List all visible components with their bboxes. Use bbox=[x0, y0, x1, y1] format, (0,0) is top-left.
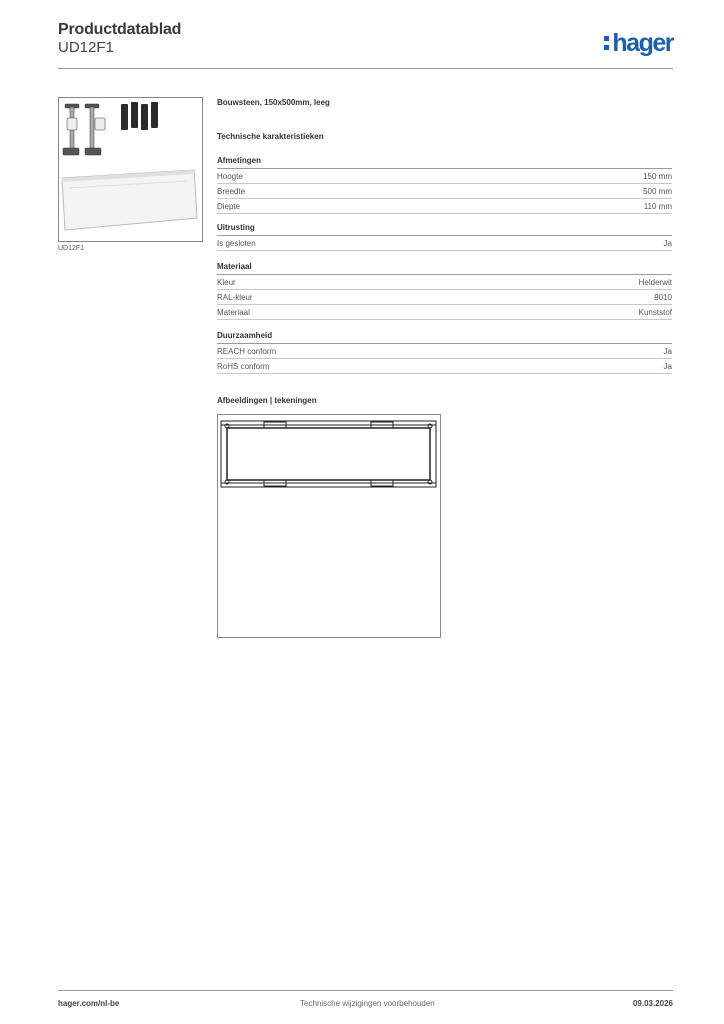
table-row bbox=[217, 290, 672, 305]
row-value: 500 mm bbox=[643, 186, 672, 196]
row-label: Is gesloten bbox=[217, 238, 256, 248]
footer-disclaimer: Technische wijzigingen voorbehouden bbox=[300, 999, 435, 1008]
header-divider bbox=[58, 68, 673, 69]
table-row bbox=[217, 305, 672, 320]
table-row bbox=[217, 184, 672, 199]
row-value: Ja bbox=[663, 361, 672, 371]
footer-website: hager.com/nl-be bbox=[58, 999, 120, 1008]
row-value: Ja bbox=[663, 346, 672, 356]
product-image bbox=[58, 97, 203, 242]
section-title: Duurzaamheid bbox=[217, 331, 273, 340]
table-row bbox=[217, 275, 672, 290]
product-name: Bouwsteen, 150x500mm, leeg bbox=[217, 98, 330, 107]
section-afmetingen bbox=[217, 156, 672, 214]
row-label: Diepte bbox=[217, 201, 241, 211]
table-row bbox=[217, 199, 672, 214]
table-row bbox=[217, 359, 672, 374]
document-title: Productdatablad bbox=[58, 21, 182, 38]
logo-dots-icon bbox=[604, 36, 609, 50]
technical-characteristics-heading: Technische karakteristieken bbox=[217, 132, 324, 141]
hager-logo bbox=[604, 28, 673, 58]
section-title: Uitrusting bbox=[217, 223, 255, 232]
section-title: Materiaal bbox=[217, 262, 252, 271]
row-value: 9010 bbox=[654, 292, 672, 302]
table-row bbox=[217, 344, 672, 359]
table-row bbox=[217, 236, 672, 251]
row-label: RoHS conform bbox=[217, 361, 270, 371]
footer-date: 09.03.2026 bbox=[632, 999, 673, 1008]
row-label: Hoogte bbox=[217, 171, 243, 181]
row-label: Materiaal bbox=[217, 307, 250, 317]
section-uitrusting bbox=[217, 223, 672, 251]
technical-drawing bbox=[217, 414, 441, 638]
product-photo-icon bbox=[59, 98, 202, 241]
row-label: REACH conform bbox=[217, 346, 277, 356]
row-value: 150 mm bbox=[643, 171, 672, 181]
row-value: 110 mm bbox=[643, 201, 672, 211]
row-value: Kunststof bbox=[638, 307, 672, 317]
logo-text: hager bbox=[612, 28, 673, 57]
product-image-caption: UD12F1 bbox=[58, 245, 85, 252]
section-title: Afmetingen bbox=[217, 156, 261, 165]
front-view-drawing-icon bbox=[218, 415, 440, 637]
table-row bbox=[217, 169, 672, 184]
row-label: Kleur bbox=[217, 277, 236, 287]
row-label: Breedte bbox=[217, 186, 246, 196]
row-value: Ja bbox=[663, 238, 672, 248]
footer-divider bbox=[58, 990, 673, 991]
row-label: RAL-kleur bbox=[217, 292, 253, 302]
section-duurzaamheid bbox=[217, 331, 672, 374]
row-value: Helderwit bbox=[638, 277, 672, 287]
product-code: UD12F1 bbox=[58, 39, 114, 56]
section-materiaal bbox=[217, 262, 672, 320]
drawings-heading: Afbeeldingen | tekeningen bbox=[217, 396, 317, 405]
